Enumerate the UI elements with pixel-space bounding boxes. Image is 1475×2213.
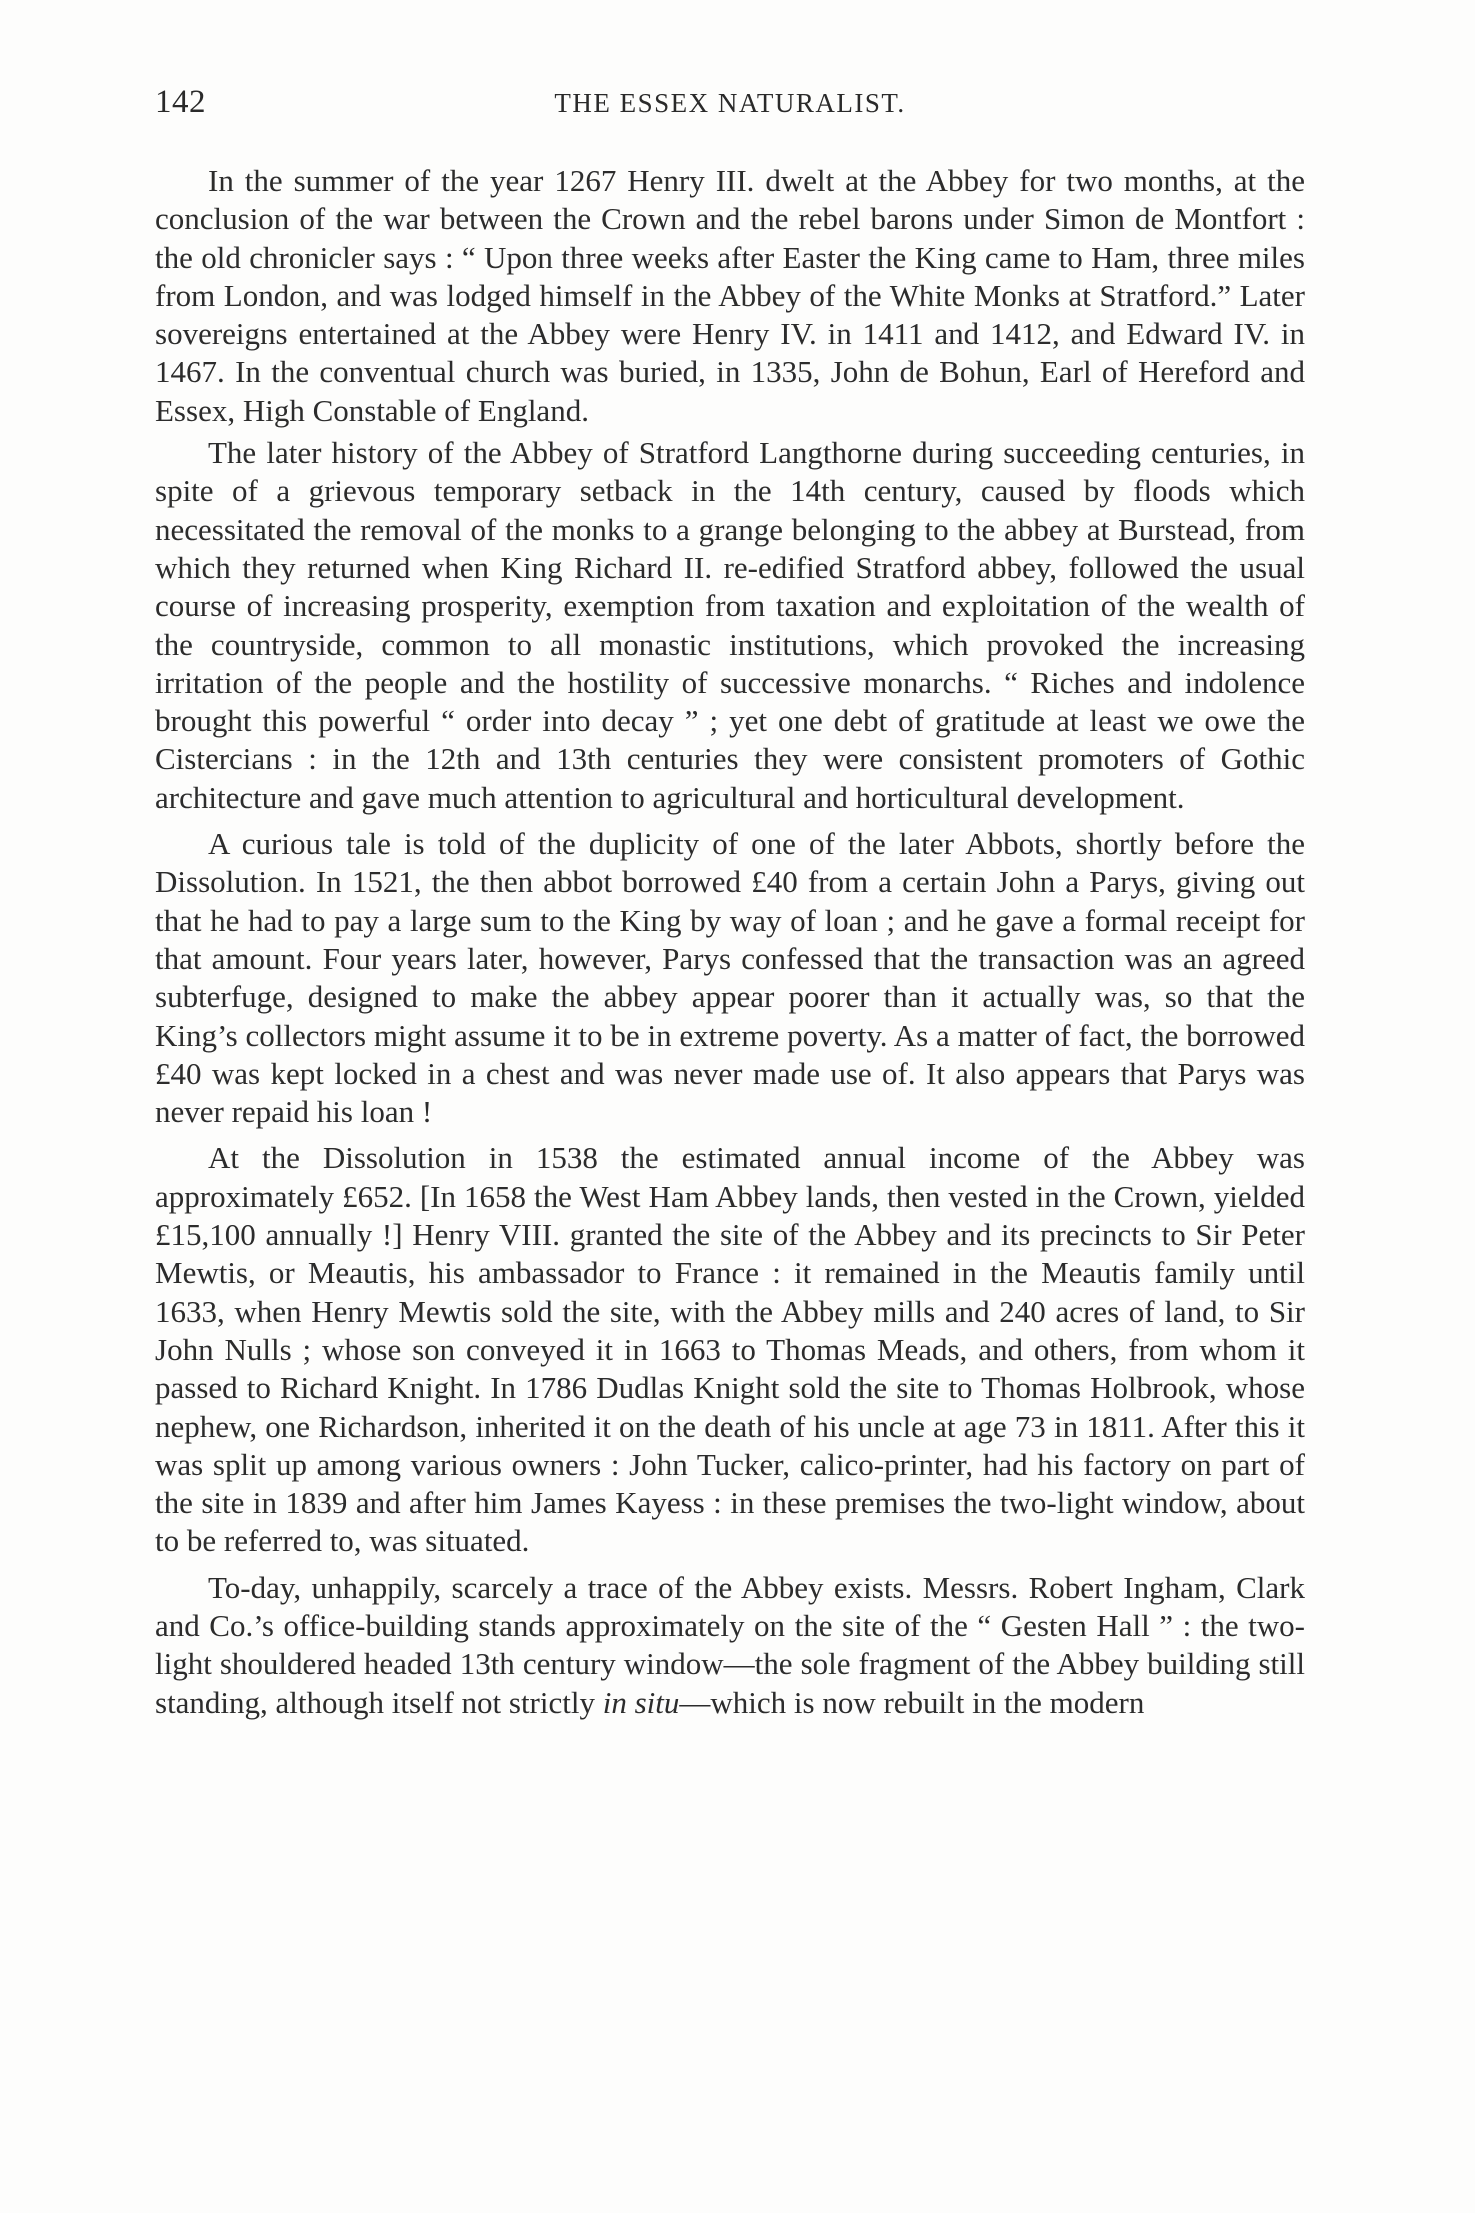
page-number: 142 — [155, 84, 206, 120]
paragraph-today — [155, 1569, 1305, 1722]
paragraph-abbot-tale: A curious tale is told of the duplicity of one of the later Abbots, shortly before the Dissolution. In 1521, the then abbot borrowed £40 from a certain John a Parys, giving out that he had to pay a large sum to the King by way of loan ; and he gave a formal receipt for that amount. Four years later, however, Parys confessed that the transaction was an agreed subterfuge, designed to make the abbey appear poorer than it actually was, so that the King’s collectors might assume it to be in extreme poverty. As a matter of fact, the borrowed £40 was kept locked in a chest and was never made use of. It also appears that Parys was never repaid his loan ! — [155, 826, 1305, 1130]
running-head — [155, 84, 1305, 134]
paragraph-royal-visits: In the summer of the year 1267 Henry III. dwelt at the Abbey for two months, at the conclusion of the war between the Crown and the rebel barons under Simon de Montfort : the old chronicler says : “ Upon three weeks after Easter the King came to Ham, three miles from London, and was lodged himself in the Abbey of the White Monks at Stratford.” Later sovereigns entertained at the Abbey were Henry IV. in 1411 and 1412, and Edward IV. in 1467. In the conventual church was buried, in 1335, John de Bohun, Earl of Hereford and Essex, High Constable of England. — [155, 163, 1305, 428]
paragraph-dissolution: At the Dissolution in 1538 the estimated annual income of the Abbey was approximately £652. [In 1658 the West Ham Abbey lands, then vested in the Crown, yielded £15,100 annually !] Henry VIII. granted the site of the Abbey and its precincts to Sir Peter Mewtis, or Meautis, his ambassador to France : it remained in the Meautis family until 1633, when Henry Mewtis sold the site, with the Abbey mills and 240 acres of land, to Sir John Nulls ; whose son conveyed it in 1663 to Thomas Meads, and others, from whom it passed to Richard Knight. In 1786 Dudlas Knight sold the site to Thomas Holbrook, whose nephew, one Richardson, inherited it on the death of his uncle at age 73 in 1811. After this it was split up among various owners : John Tucker, calico-printer, had his factory on part of the site in 1839 and after him James Kayess : in these premises the two-light window, about to be referred to, was situated. — [155, 1140, 1305, 1559]
paragraph-today-text-after: —which is now rebuilt in the modern — [679, 1684, 1145, 1720]
journal-title: THE ESSEX NATURALIST. — [554, 88, 906, 118]
paragraph-later-history: The later history of the Abbey of Stratford Langthorne during succeeding centuries, in spite of a grievous temporary setback in the 14th century, caused by floods which necessitated the removal of the monks to a grange belonging to the abbey at Burstead, from which they returned when King Richard II. re-edified Stratford abbey, followed the usual course of increasing prosperity, exemption from taxation and exploitation of the wealth of the countryside, common to all monastic institutions, which provoked the increasing irritation of the people and the hostility of successive monarchs. “ Riches and indolence brought this powerful “ order into decay ” ; yet one debt of gratitude at least we owe the Cistercians : in the 12th and 13th centuries they were consistent promoters of Gothic architecture and gave much attention to agricultural and horticultural development. — [155, 435, 1305, 815]
paragraph-today-text-before: To-day, unhappily, scarcely a trace of the Abbey exists. Messrs. Robert Ingham, Clark and Co.’s office-building stands approximately on the site of the “ Gesten Hall ” : the two-light shouldered headed 13th century window—the sole fragment of the Abbey building still standing, although itself not strictly — [155, 1569, 1305, 1720]
italic-in-situ: in situ — [602, 1684, 680, 1720]
article-body — [155, 162, 1305, 1726]
